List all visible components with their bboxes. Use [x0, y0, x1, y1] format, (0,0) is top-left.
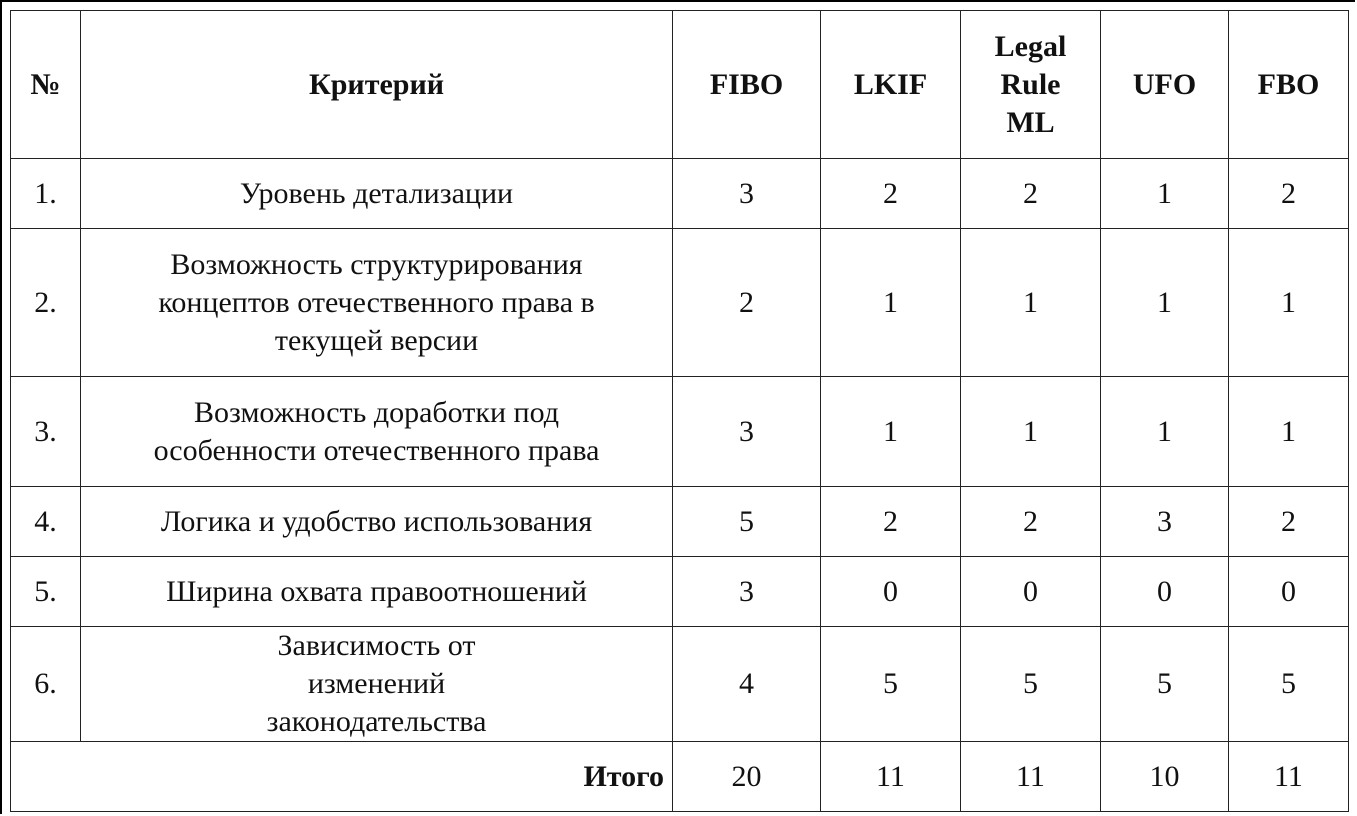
cell-ufo: 5: [1101, 627, 1229, 742]
cell-fbo: 2: [1229, 487, 1349, 557]
cell-legal-rule-ml: 1: [961, 229, 1101, 377]
table-row: [11, 377, 1349, 487]
row-criterion: Возможность доработки под особенности отечественного права: [81, 377, 673, 487]
cell-ufo: 0: [1101, 557, 1229, 627]
cell-ufo: 1: [1101, 159, 1229, 229]
cell-ufo: 3: [1101, 487, 1229, 557]
total-legal-rule-ml: 11: [961, 742, 1101, 812]
table-row: [11, 557, 1349, 627]
total-fbo: 11: [1229, 742, 1349, 812]
table-row: [11, 159, 1349, 229]
cell-fbo: 0: [1229, 557, 1349, 627]
cell-fibo: 4: [673, 627, 821, 742]
cell-legal-rule-ml: 2: [961, 159, 1101, 229]
cell-lkif: 2: [821, 487, 961, 557]
row-criterion: Логика и удобство использования: [81, 487, 673, 557]
header-legal-rule-ml: Legal Rule ML: [961, 11, 1101, 159]
cell-fbo: 5: [1229, 627, 1349, 742]
total-fibo: 20: [673, 742, 821, 812]
cell-fbo: 2: [1229, 159, 1349, 229]
cell-fibo: 3: [673, 159, 821, 229]
total-ufo: 10: [1101, 742, 1229, 812]
header-fbo: FBO: [1229, 11, 1349, 159]
cell-lkif: 2: [821, 159, 961, 229]
cell-fibo: 2: [673, 229, 821, 377]
table-row: [11, 487, 1349, 557]
cell-ufo: 1: [1101, 229, 1229, 377]
cell-legal-rule-ml: 0: [961, 557, 1101, 627]
row-num: 6.: [11, 627, 81, 742]
cell-legal-rule-ml: 2: [961, 487, 1101, 557]
row-num: 5.: [11, 557, 81, 627]
cell-fbo: 1: [1229, 229, 1349, 377]
row-criterion: Зависимость от изменений законодательства: [81, 627, 673, 742]
total-lkif: 11: [821, 742, 961, 812]
table-header-row: [11, 11, 1349, 159]
row-criterion: Ширина охвата правоотношений: [81, 557, 673, 627]
cell-lkif: 0: [821, 557, 961, 627]
row-num: 1.: [11, 159, 81, 229]
cell-fibo: 5: [673, 487, 821, 557]
total-row: [11, 742, 1349, 812]
row-num: 3.: [11, 377, 81, 487]
header-ufo: UFO: [1101, 11, 1229, 159]
row-num: 2.: [11, 229, 81, 377]
cell-fibo: 3: [673, 557, 821, 627]
cell-lkif: 5: [821, 627, 961, 742]
row-num: 4.: [11, 487, 81, 557]
table-row: [11, 229, 1349, 377]
comparison-table: [10, 10, 1349, 812]
header-criterion: Критерий: [81, 11, 673, 159]
row-criterion: Возможность структурирования концептов отечественного права в текущей версии: [81, 229, 673, 377]
cell-fibo: 3: [673, 377, 821, 487]
header-fibo: FIBO: [673, 11, 821, 159]
header-lkif: LKIF: [821, 11, 961, 159]
cell-legal-rule-ml: 1: [961, 377, 1101, 487]
row-criterion: Уровень детализации: [81, 159, 673, 229]
header-num: №: [11, 11, 81, 159]
total-label: Итого: [11, 742, 673, 812]
table-row: [11, 627, 1349, 742]
cell-legal-rule-ml: 5: [961, 627, 1101, 742]
cell-ufo: 1: [1101, 377, 1229, 487]
cell-lkif: 1: [821, 377, 961, 487]
cell-fbo: 1: [1229, 377, 1349, 487]
cell-lkif: 1: [821, 229, 961, 377]
